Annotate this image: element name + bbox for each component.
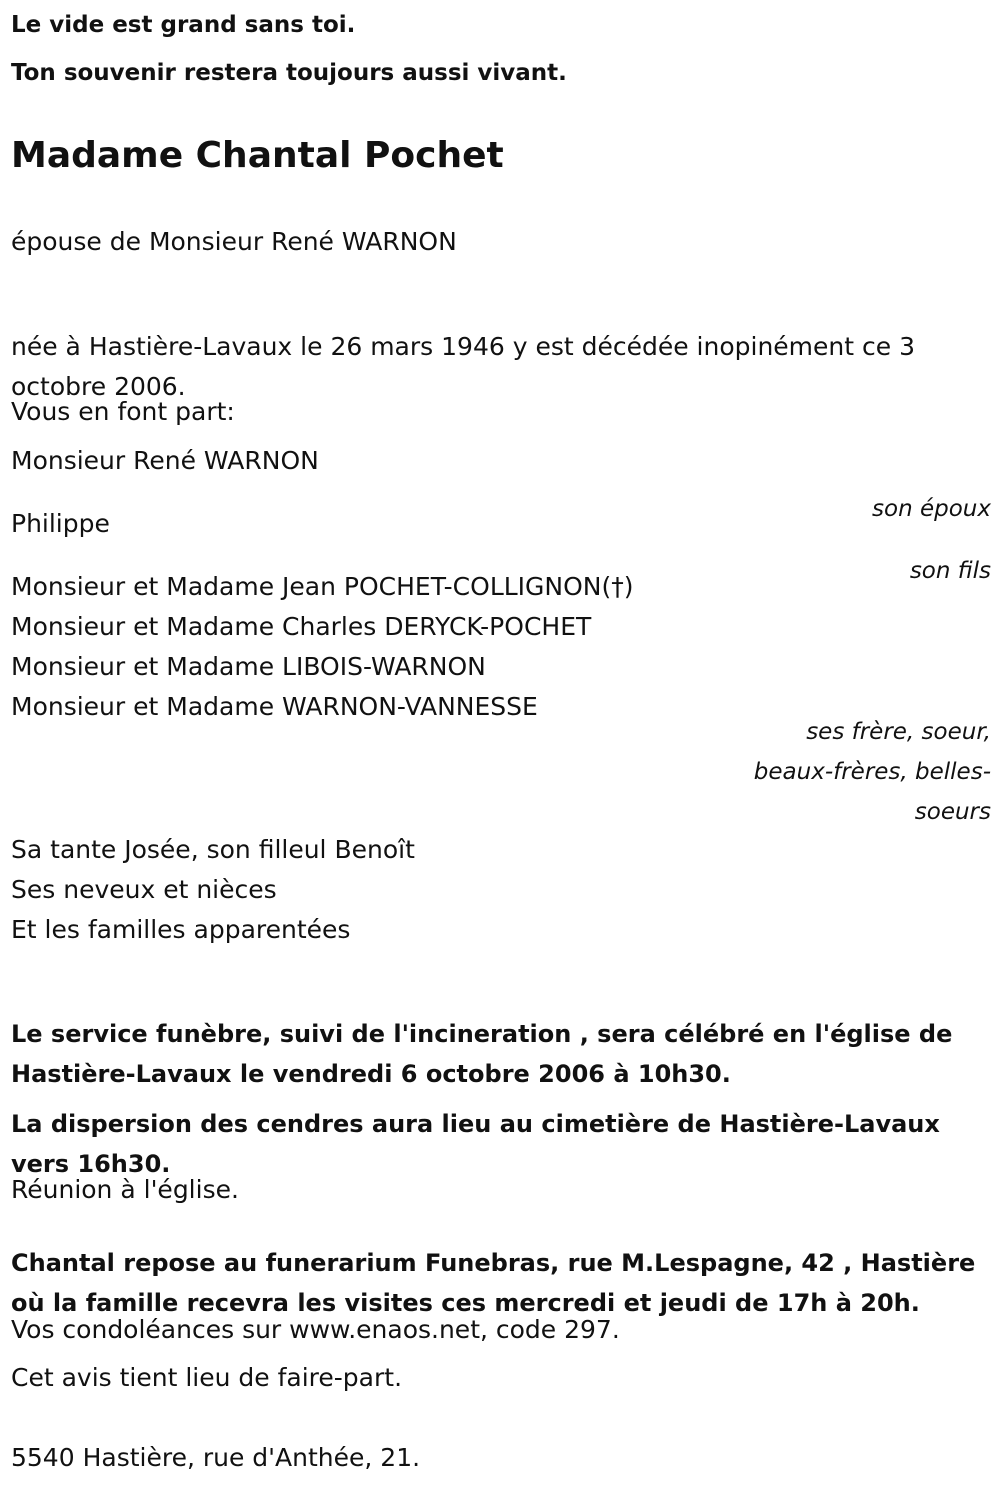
birth-death-text: née à Hastière-Lavaux le 26 mars 1946 y est décédée inopinément ce 3 octobre 2006.	[11, 332, 915, 401]
announcement-intro: Vous en font part:	[11, 397, 235, 426]
quote-line-1: Le vide est grand sans toi.	[11, 12, 356, 38]
deceased-name: Madame Chantal Pochet	[11, 135, 504, 176]
sibling-name: Monsieur et Madame Jean POCHET-COLLIGNON(†)	[11, 572, 634, 601]
siblings-role-line: ses frère, soeur,	[806, 719, 991, 745]
address-line: 5540 Hastière, rue d'Anthée, 21.	[11, 1443, 421, 1472]
sibling-name: Monsieur et Madame LIBOIS-WARNON	[11, 652, 486, 681]
service-viewing: Chantal repose au funerarium Funebras, rue M.Lespagne, 42 , Hastière où la famille recevra les visites ces mercredi et jeudi de 17h à 20h.	[11, 1249, 976, 1317]
sibling-name: Monsieur et Madame WARNON-VANNESSE	[11, 692, 538, 721]
notice-line: Cet avis tient lieu de faire-part.	[11, 1363, 403, 1392]
condolences-line: Vos condoléances sur www.enaos.net, code 297.	[11, 1315, 620, 1344]
siblings-role-line: beaux-frères, belles-	[753, 759, 991, 785]
service-meeting: Réunion à l'église.	[11, 1175, 239, 1204]
other-relatives-line: Ses neveux et nièces	[11, 875, 277, 904]
family-son-name: Philippe	[11, 509, 110, 538]
siblings-role	[731, 712, 991, 832]
family-spouse-role: son époux	[872, 496, 991, 522]
sibling-name: Monsieur et Madame Charles DERYCK-POCHET	[11, 612, 592, 641]
other-relatives-line: Sa tante Josée, son filleul Benoît	[11, 835, 415, 864]
siblings-role-line: soeurs	[914, 799, 991, 825]
service-dispersion: La dispersion des cendres aura lieu au cimetière de Hastière-Lavaux vers 16h30.	[11, 1110, 940, 1178]
spouse-line: épouse de Monsieur René WARNON	[11, 227, 457, 256]
service-ceremony: Le service funèbre, suivi de l'incineration , sera célébré en l'église de Hastière-Lavaux le vendredi 6 octobre 2006 à 10h30.	[11, 1020, 953, 1088]
family-son-role: son fils	[909, 558, 991, 584]
quote-line-2: Ton souvenir restera toujours aussi vivant.	[11, 60, 567, 86]
other-relatives-line: Et les familles apparentées	[11, 915, 351, 944]
family-spouse-name: Monsieur René WARNON	[11, 446, 319, 475]
